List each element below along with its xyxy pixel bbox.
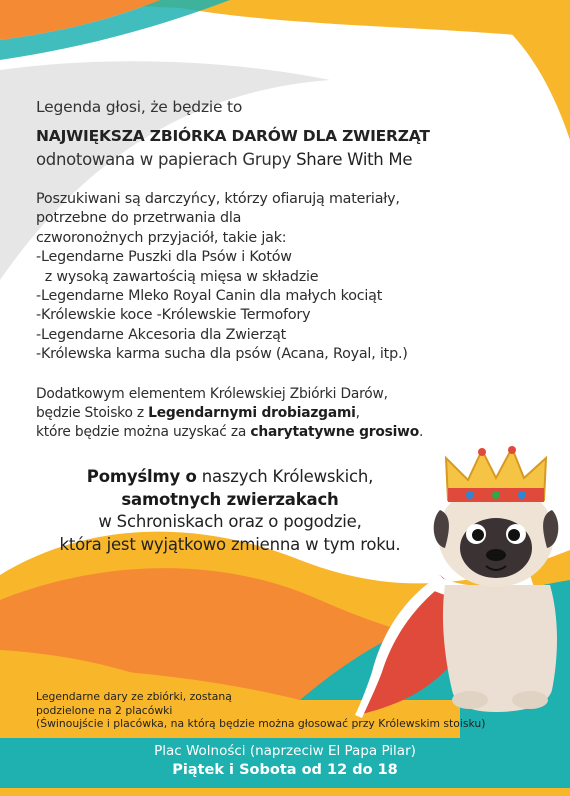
list-item: -Królewskie koce -Królewskie Termofory [36,307,311,324]
intro-text: Legenda głosi, że będzie to [36,98,243,116]
footer-time: Piątek i Sobota od 12 do 18 [172,761,398,778]
extra-section: Dodatkowym elementem Królewskiej Zbiórki Darów, będzie Stoisko z Legendarnymi drobiazgami, które będzie można uzyskać za charytatywne grosiwo. [36,386,424,440]
brand-name: Share With Me [296,150,413,169]
list-item: -Legendarne Puszki dla Psów i Kotów [36,249,292,266]
pug-paw-right [512,691,548,709]
footer-yellow-line [0,788,570,796]
list-item: z wysoką zawartością mięsa w składzie [36,268,319,285]
wanted-section: Poszukiwani są darczyńcy, którzy ofiarują materiały, potrzebne do przetrwania dla czworonożnych przyjaciół, takie jak: -Legendarne Puszki dla Psów i Kotów z wysoką zawartością mięsa w składzie -Legendarne Mleko Royal Canin dla małych kociąt -Królewskie koce -Królewskie Termofory -Legendarne Akcesoria dla Zwierząt -Królewska karma sucha dla psów (Acana, Royal, itp.) [36,190,408,365]
footer [0,742,570,779]
list-item: -Królewska karma sucha dla psów (Acana, Royal, itp.) [36,346,408,363]
headline: NAJWIĘKSZA ZBIÓRKA DARÓW DLA ZWIERZĄT [36,127,430,145]
think-section: Pomyślmy o naszych Królewskich, samotnych zwierzakach w Schroniskach oraz o pogodzie, która jest wyjątkowo zmienna w tym roku. [59,467,401,554]
footer-place: Plac Wolności (naprzeciw El Papa Pilar) [154,743,416,759]
subline: odnotowana w papierach Grupy Share With Me [36,150,413,169]
list-item: -Legendarne Akcesoria dla Zwierząt [36,326,287,343]
donations-note: Legendarne dary ze zbiórki, zostaną podzielone na 2 placówki (Świnoujście i placówka, na którą będzie można głosować przy Królewskim stoisku) [36,690,486,730]
pug-nose [486,549,506,561]
list-item: -Legendarne Mleko Royal Canin dla małych kociąt [36,288,383,305]
